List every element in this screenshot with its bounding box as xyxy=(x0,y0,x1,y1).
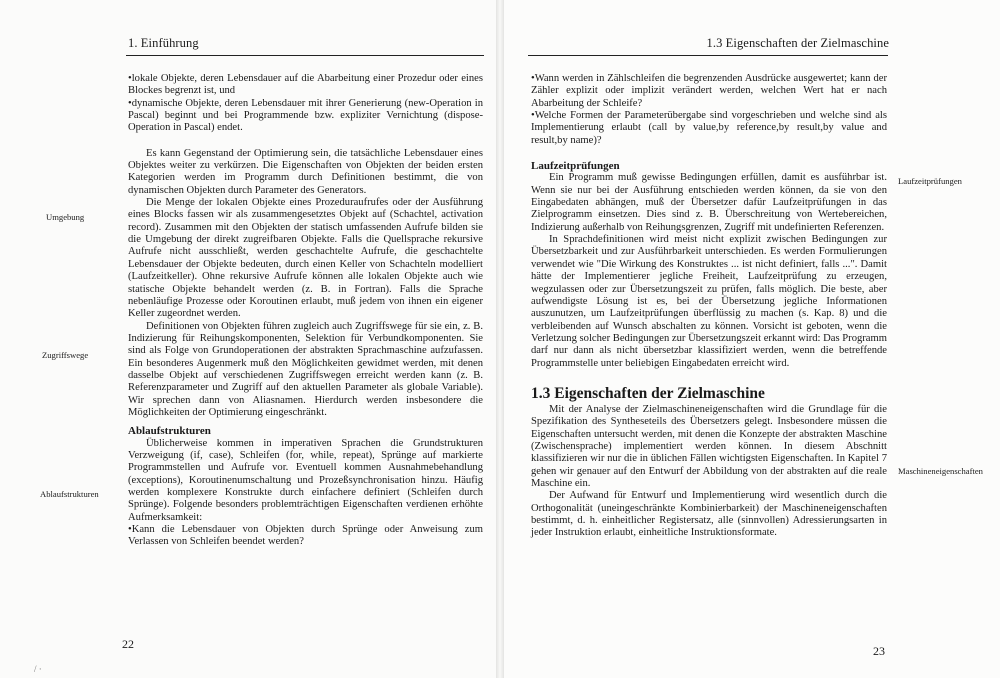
book-gutter xyxy=(496,0,504,678)
subheading-ablaufstrukturen: Ablaufstrukturen xyxy=(128,425,211,438)
margin-note-ablaufstrukturen: Ablaufstrukturen xyxy=(40,489,99,499)
subheading-laufzeitpruefungen: Laufzeitprüfungen xyxy=(531,160,620,173)
margin-note-zugriffswege: Zugriffswege xyxy=(42,350,89,360)
left-page-number: 22 xyxy=(122,637,134,651)
bullet-lebensdauer-spruenge: •Kann die Lebensdauer von Objekten durch Sprünge oder Anweisung zum Verlassen von Schleifen beendet werden? xyxy=(128,524,483,548)
paragraph-ablaufstrukturen: Üblicherweise kommen in imperativen Sprachen die Grundstrukturen Verzweigung (if, case), Schleifen (for, while, repeat), Sprünge auf markierte Programmstellen und Aufrufe vor. Eventuell kommen Ausnahmebehandlung (exceptions), Koroutinenumschaltung und Prozeßsynchronisation hinzu. Häufig werden komplexere Konstrukte durch einfachere definiert (Schleifen durch Sprünge). Folgende besonders problemträchtigen Eigenschaften verdienen erhöhte Aufmerksamkeit: xyxy=(128,437,483,523)
margin-note-maschineneigenschaften: Maschineneigenschaften xyxy=(898,466,983,476)
right-page-number: 23 xyxy=(873,644,885,658)
bullet-dynamische-objekte: •dynamische Objekte, deren Lebensdauer mit ihrer Generierung (new-Operation in Pascal) beginnt und bei Programmende bzw. expliziter Vernichtung (dispose-Operation in Pascal) endet. xyxy=(128,97,483,134)
paragraph-zielmaschinenanalyse: Mit der Analyse der Zielmaschineneigenschaften wird die Grundlage für die Spezifikation des Syntheseteils des Übersetzers gelegt. Insbesondere müssen die Eigenschaften untersucht werden, mit denen die Konzepte der abstrakten Maschine (Zwischensprache) implementiert werden können. In diesem Abschnitt klassifizieren wir nur die in üblichen Fällen wichtigsten Eigenschaften. In Kapitel 7 gehen wir genauer auf den Entwurf der Abbildung von der abstrakten auf die reale Maschine ein. xyxy=(531,403,887,489)
right-body-text xyxy=(531,73,887,540)
scan-smudge: / · xyxy=(34,664,42,674)
left-running-head: 1. Einführung xyxy=(128,36,199,50)
left-body-text xyxy=(128,73,483,549)
right-running-head: 1.3 Eigenschaften der Zielmaschine xyxy=(706,36,889,50)
bullet-zaehlschleifen: •Wann werden in Zählschleifen die begrenzenden Ausdrücke ausgewertet; kann der Zähler explizit oder implizit verändert werden, welchen Wert hat er nach Abarbeitung der Schleife? xyxy=(531,73,887,109)
section-heading-zielmaschine: 1.3 Eigenschaften der Zielmaschine xyxy=(531,384,765,402)
margin-note-laufzeitpruefungen: Laufzeitprüfungen xyxy=(898,176,962,186)
margin-note-umgebung: Umgebung xyxy=(46,212,85,222)
paragraph-sprachdefinitionen: In Sprachdefinitionen wird meist nicht explizit zwischen Bedingungen zur Übersetzbarkeit und zur Ausführbarkeit unterschieden. Es werden Formulierungen verwendet wie "Die Wirkung des Konstruktes ... ist nicht definiert, falls ...". Damit hätte der Implementierer jegliche Freiheit, Laufzeitprüfung zu erzeugen, wegzulassen oder zur Übersetzungszeit zu prüfen, falls möglich. Die beste, aber aufwendigste Lösung ist es, bei der Übersetzung jegliche Informationen auszunutzen, um Laufzeitprüfungen überflüssig zu machen (s. Kap. 8) und die verbleibenden auf Wunsch abschalten zu können. Vorsicht ist geboten, wenn die Verletzung solcher Bedingungen zur Übersetzungszeit erkannt wird: Das Programm darf nur dann als nicht übersetzbar klassifiziert werden, wenn die betreffende Programmstelle unter beliebigen Eingabedaten erreicht wird. xyxy=(531,234,887,369)
paragraph-orthogonalitaet: Der Aufwand für Entwurf und Implementierung wird wesentlich durch die Orthogonalität (uneingeschränkte Kombinierbarkeit) der Maschineneigenschaften bestimmt, d. h. einheitlicher Registersatz, alle (sinnvollen) Adressierungsarten in jeder Instruktion erlaubt, einheitliche Instruktionsformate. xyxy=(531,490,887,539)
paragraph-optimierung: Es kann Gegenstand der Optimierung sein, die tatsächliche Lebensdauer eines Objektes weiter zu verkürzen. Die Eigenschaften von Objekten der beiden ersten Kategorien werden im Programm durch Definitionen bestimmt, die von dynamischen Objekten durch Parameter des Generators. xyxy=(128,147,483,196)
bullet-parameteruebergabe: •Welche Formen der Parameterübergabe sind vorgeschrieben und welche sind als Implementierung erlaubt (call by value,by reference,by result,by value and result,by name)? xyxy=(531,110,887,146)
left-header-rule xyxy=(126,55,484,56)
paragraph-umgebung: Die Menge der lokalen Objekte eines Prozeduraufrufes oder der Ausführung eines Blocks fassen wir als zusammengesetztes Objekt auf (Schachtel, activation record). Zusammen mit den Objekten der statisch umfassenden Aufrufe bilden sie die Umgebung der direkt zugreifbaren Objekte. Falls die Quellsprache rekursive Aufrufe nicht ausschließt, werden geschachtelte Aufrufe, die geschachtelte Lebensdauer der Objekte bedeuten, durch einen Keller von Schachteln modelliert (Laufzeitkeller). Ohne rekursive Aufrufe können alle lokalen Objekte auch wie statische Objekte behandelt werden (z. B. in Fortran). Falls die Sprache nebenläufige Prozesse oder Koroutinen erlaubt, muß jedem von ihnen ein eigener Keller zugeordnet werden. xyxy=(128,197,483,320)
bullet-lokale-objekte: •lokale Objekte, deren Lebensdauer auf die Abarbeitung einer Prozedur oder eines Blockes begrenzt ist, und xyxy=(128,73,483,97)
paragraph-laufzeit-bedingungen: Ein Programm muß gewisse Bedingungen erfüllen, damit es ausführbar ist. Wenn sie nur bei der Ausführung entschieden werden können, da sie von den Eingabedaten abhängen, muß der Übersetzer dafür Laufzeitprüfungen in das Zielprogramm einsetzen. Dies sind z. B. Überschreitung von Wertebereichen, Indizierung außerhalb von Reihungsgrenzen, Zugriff mit undefinierten Referenzen. xyxy=(531,172,887,233)
paragraph-zugriffswege: Definitionen von Objekten führen zugleich auch Zugriffswege für sie ein, z. B. Indizierung für Reihungskomponenten, Selektion für Verbundkomponenten. Sie sind als Folge von Grundoperationen der abstrakten Sprachmaschine aufzufassen. Ein besonderes Augenmerk muß den Möglichkeiten gewidmet werden, mit denen dasselbe Objekt auf verschiedenen Zugriffswegen erreicht werden kann (z. B. Referenzparameter und Zugriff auf den aktuellen Parameter als globale Variable). Wir sprechen dann von Aliasnamen. Hierdurch werden insbesondere die Möglichkeiten der Optimierung eingeschränkt. xyxy=(128,320,483,418)
right-header-rule xyxy=(528,55,888,56)
